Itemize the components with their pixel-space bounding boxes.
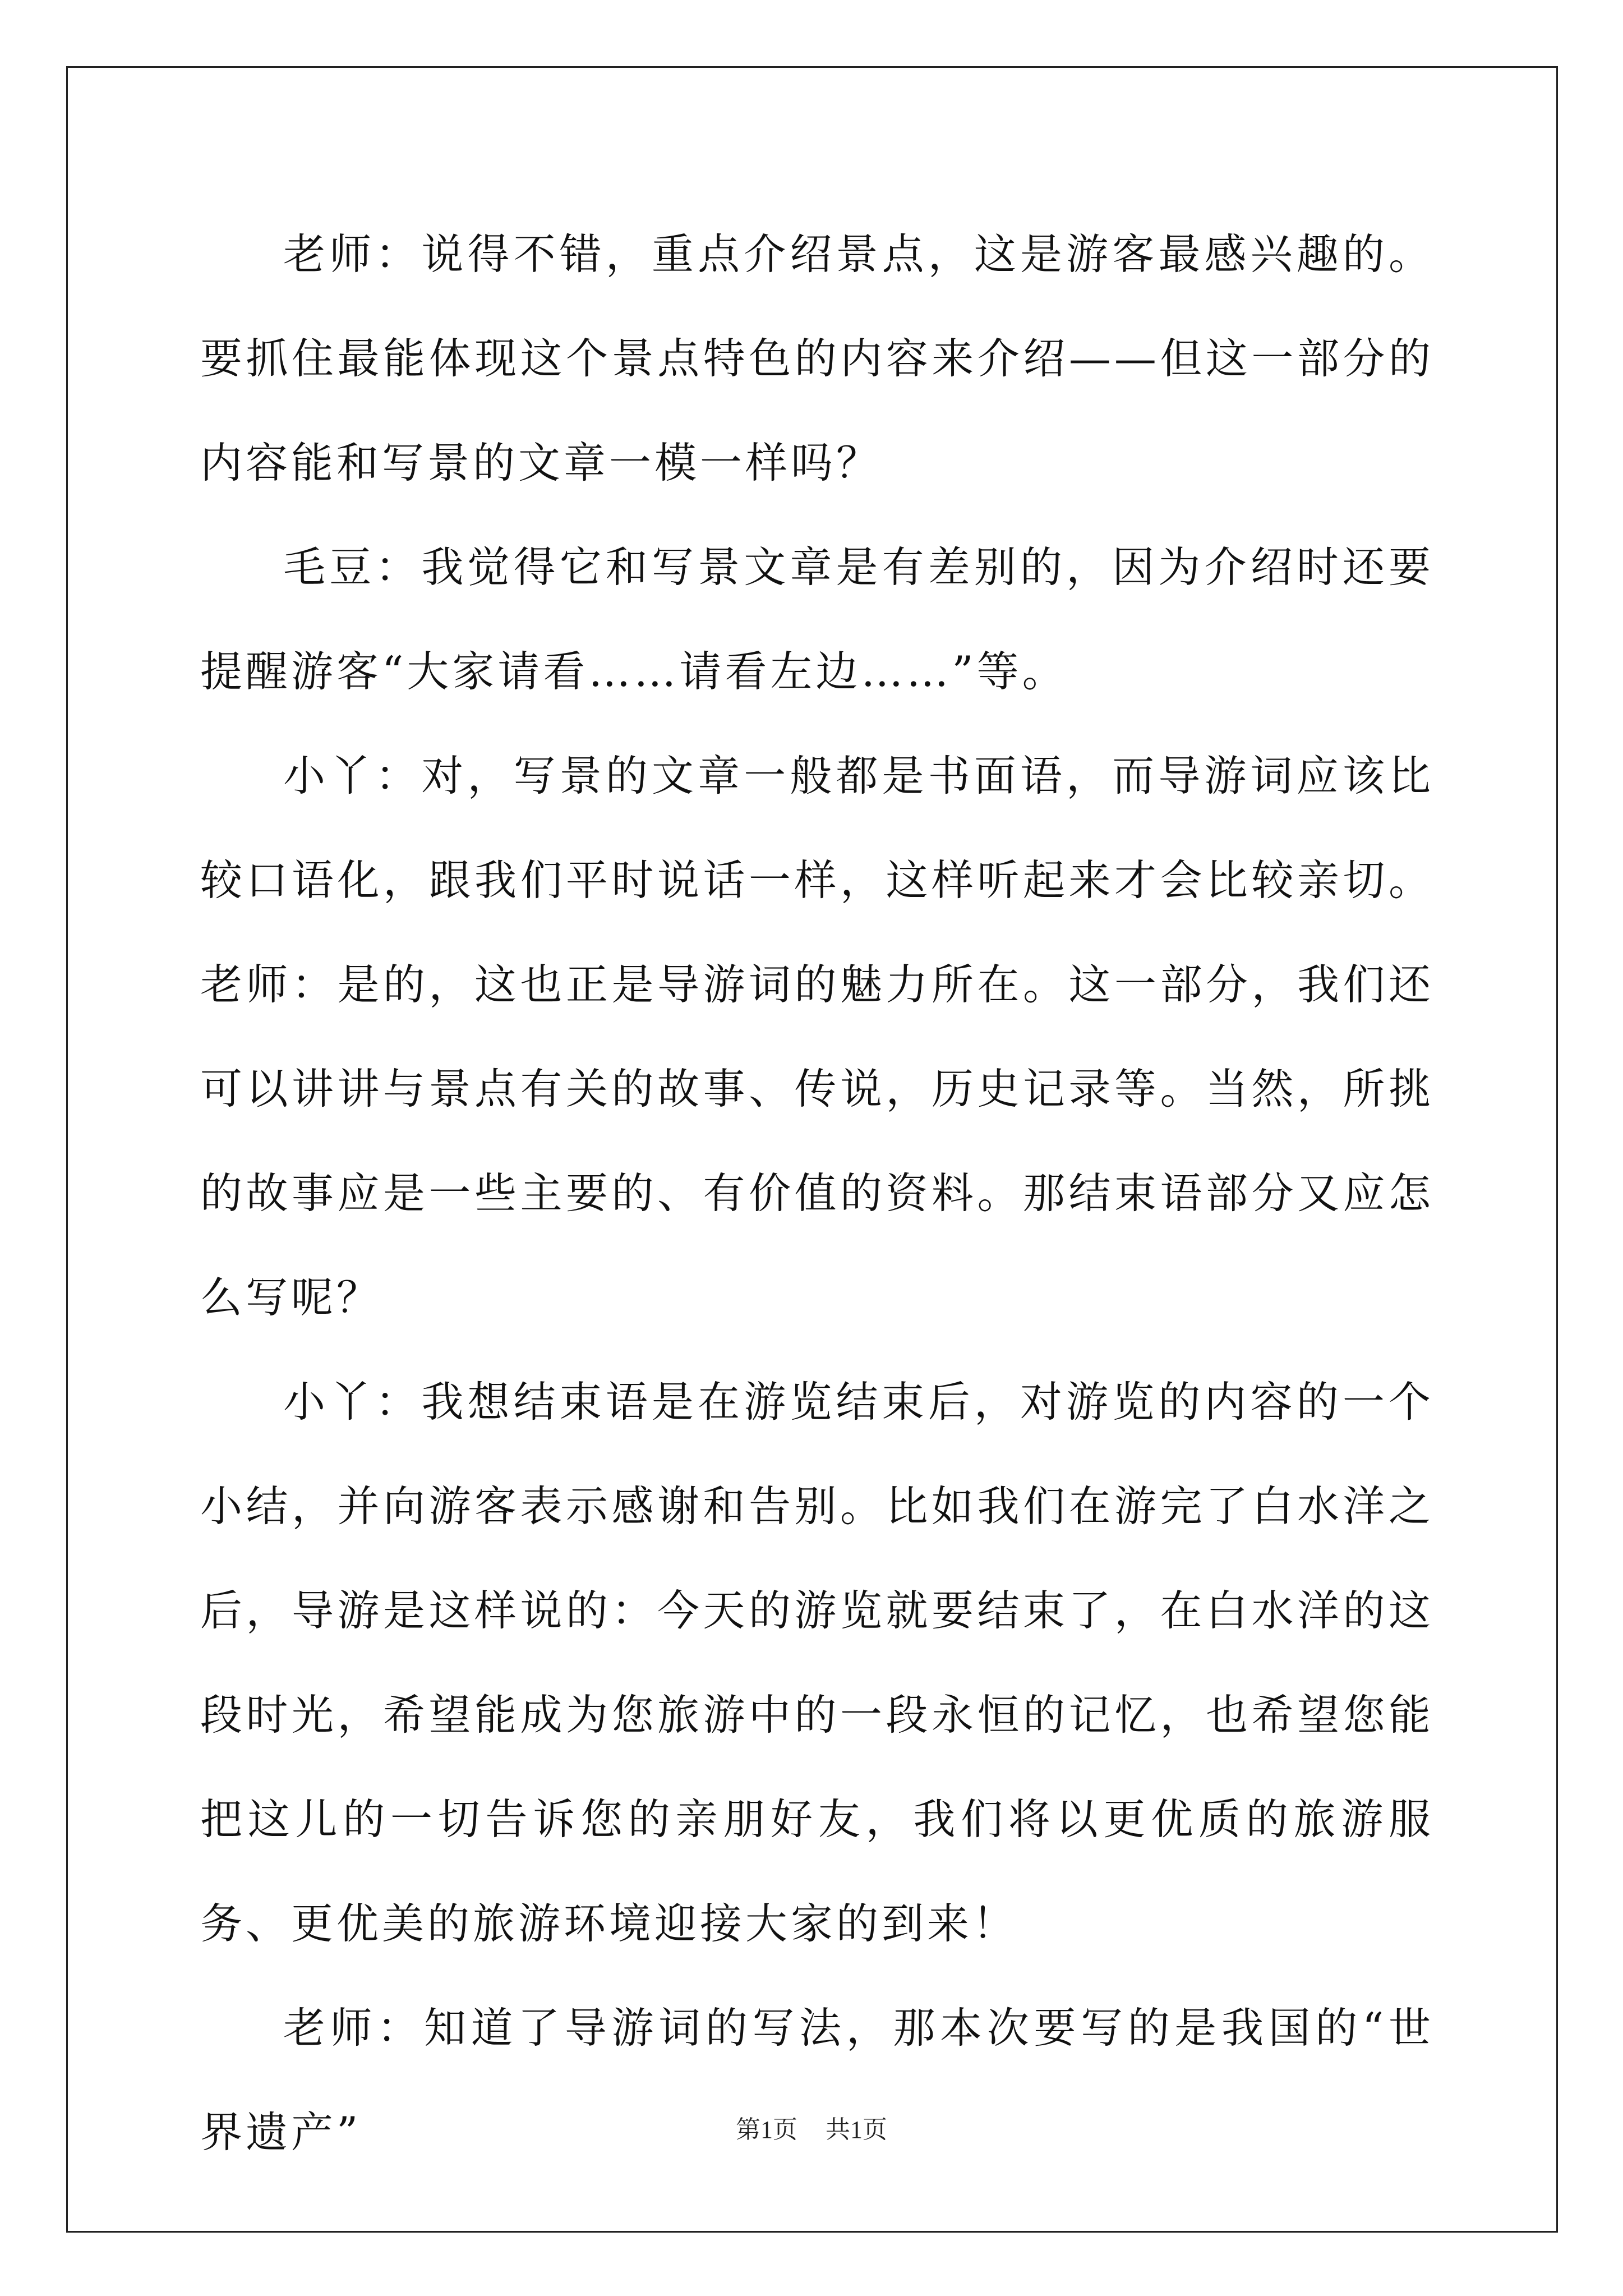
page-footer — [0, 2109, 1623, 2145]
document-body — [200, 202, 1434, 2184]
paragraph: 老师：说得不错，重点介绍景点，这是游客最感兴趣的。要抓住最能体现这个景点特色的内容来介绍——但这一部分的内容能和写景的文章一模一样吗？ — [200, 229, 1434, 487]
paragraph: 毛豆：我觉得它和写景文章是有差别的，因为介绍时还要提醒游客“大家请看……请看左边……”等。 — [200, 542, 1434, 696]
paragraph: 老师：知道了导游词的写法，那本次要写的是我国的“世界遗产” — [200, 2003, 1434, 2157]
page-total: 共1页 — [826, 2116, 887, 2143]
page-number: 第1页 — [736, 2116, 797, 2143]
paragraph: 小丫：对，写景的文章一般都是书面语，而导游词应该比较口语化，跟我们平时说话一样，这样听起来才会比较亲切。老师：是的，这也正是导游词的魅力所在。这一部分，我们还可以讲讲与景点有关的故事、传说，历史记录等。当然，所挑的故事应是一些主要的、有价值的资料。那结束语部分又应怎么写呢？ — [200, 751, 1434, 1322]
paragraph: 小丫：我想结束语是在游览结束后，对游览的内容的一个小结，并向游客表示感谢和告别。比如我们在游完了白水洋之后，导游是这样说的：今天的游览就要结束了，在白水洋的这段时光，希望能成为您旅游中的一段永恒的记忆，也希望您能把这儿的一切告诉您的亲朋好友，我们将以更优质的旅游服务、更优美的旅游环境迎接大家的到来！ — [200, 1377, 1434, 1948]
